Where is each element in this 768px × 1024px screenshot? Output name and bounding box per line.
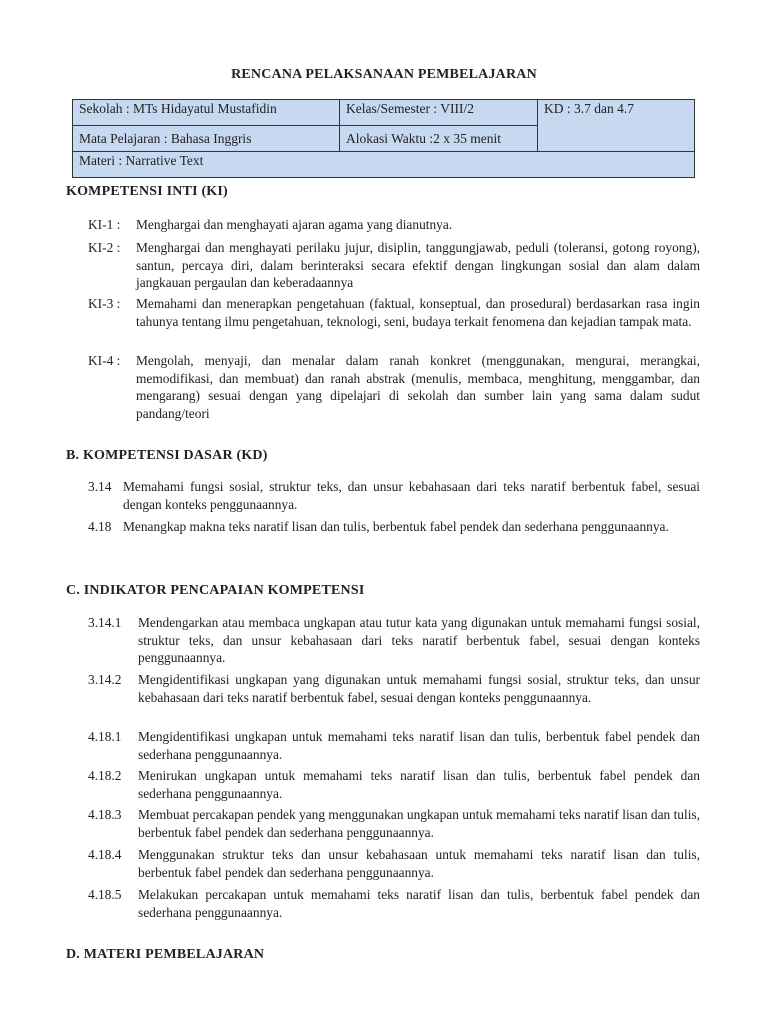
kd-text: Memahami fungsi sosial, struktur teks, dan unsur kebahasaan dari teks naratif berbentuk fabel, sesuai dengan konteks penggunaannya.	[123, 479, 700, 512]
indikator-text: Membuat percakapan pendek yang menggunakan ungkapan untuk memahami teks naratif lisan dan tulis, berbentuk fabel pendek dan sederhana penggunaannya.	[138, 807, 700, 840]
ki-heading: KOMPETENSI INTI (KI)	[66, 184, 228, 199]
indikator-text: Mendengarkan atau membaca ungkapan atau tutur kata yang digunakan untuk memahami fungsi sosial, struktur teks, dan unsur kebahasaan dari teks naratif berbentuk fabel, sesuai dengan konteks penggunaannya.	[138, 615, 700, 665]
ki-label: KI-2 :	[88, 240, 121, 255]
info-table	[72, 99, 695, 178]
ki-label: KI-1 :	[88, 217, 121, 232]
indikator-text: Menggunakan struktur teks dan unsur kebahasaan untuk memahami teks naratif lisan dan tulis, berbentuk fabel pendek dan sederhana penggunaannya.	[138, 847, 700, 880]
indikator-item	[88, 806, 700, 842]
materi-heading: D. MATERI PEMBELAJARAN	[66, 947, 265, 962]
indikator-label: 3.14.1	[88, 615, 122, 630]
ki-label: KI-4 :	[88, 353, 121, 368]
kd-label: 3.14	[88, 479, 112, 494]
indikator-text: Menirukan ungkapan untuk memahami teks naratif lisan dan tulis, berbentuk fabel pendek dan sederhana penggunaannya.	[138, 768, 700, 801]
indikator-label: 4.18.1	[88, 729, 122, 744]
indikator-label: 4.18.4	[88, 847, 122, 862]
kd-item	[88, 518, 700, 554]
ki-text: Menghargai dan menghayati ajaran agama yang dianutnya.	[136, 217, 453, 232]
kelas-text: Kelas/Semester : VIII/2	[346, 101, 474, 116]
indikator-heading: C. INDIKATOR PENCAPAIAN KOMPETENSI	[66, 583, 365, 598]
indikator-text: Mengidentifikasi ungkapan untuk memahami teks naratif lisan dan tulis, berbentuk fabel pendek dan sederhana penggunaannya.	[138, 729, 700, 762]
indikator-label: 4.18.5	[88, 887, 122, 902]
ki-text: Menghargai dan menghayati perilaku jujur, disiplin, tanggungjawab, peduli (toleransi, gotong royong), santun, percaya diri, dalam berinteraksi secara efektif dengan lingkungan sosial dan alam dalam jangkauan pergaulan dan keberadaannya	[136, 240, 700, 290]
ki-item	[88, 216, 700, 234]
indikator-item	[88, 728, 700, 764]
indikator-text: Melakukan percakapan untuk memahami teks naratif lisan dan tulis, berbentuk fabel pendek dan sederhana penggunaannya.	[138, 887, 700, 920]
ki-item	[88, 239, 700, 293]
indikator-text: Mengidentifikasi ungkapan yang digunakan untuk memahami fungsi sosial, struktur teks, dan unsur kebahasaan dari teks naratif berbentuk fabel, sesuai dengan konteks penggunaannya.	[138, 672, 700, 705]
indikator-label: 4.18.2	[88, 768, 122, 783]
ki-item	[88, 352, 700, 424]
ki-label: KI-3 :	[88, 296, 121, 311]
info-cell-sekolah	[73, 100, 340, 126]
info-cell-kelas	[340, 100, 538, 126]
info-cell-materi	[73, 152, 695, 178]
indikator-item	[88, 886, 700, 922]
indikator-item	[88, 846, 700, 882]
kd-label: 4.18	[88, 519, 112, 534]
mapel-text: Mata Pelajaran : Bahasa Inggris	[79, 131, 252, 146]
alokasi-text: Alokasi Waktu :2 x 35 menit	[346, 131, 502, 146]
ki-item	[88, 295, 700, 349]
kd-heading: B. KOMPETENSI DASAR (KD)	[66, 448, 268, 463]
indikator-label: 4.18.3	[88, 807, 122, 822]
document-title: RENCANA PELAKSANAAN PEMBELAJARAN	[231, 67, 537, 82]
indikator-item	[88, 614, 700, 668]
materi-text: Materi : Narrative Text	[79, 153, 204, 168]
kd-text: Menangkap makna teks naratif lisan dan tulis, berbentuk fabel pendek dan sederhana penggunaannya.	[123, 519, 669, 534]
info-cell-kd	[538, 100, 695, 152]
indikator-label: 3.14.2	[88, 672, 122, 687]
sekolah-text: Sekolah : MTs Hidayatul Mustafidin	[79, 101, 277, 116]
ki-text: Memahami dan menerapkan pengetahuan (faktual, konseptual, dan prosedural) berdasarkan rasa ingin tahunya tentang ilmu pengetahuan, teknologi, seni, budaya terkait fenomena dan kejadian tampak mata.	[136, 296, 700, 329]
info-cell-alokasi	[340, 126, 538, 152]
indikator-item	[88, 767, 700, 803]
indikator-item	[88, 671, 700, 725]
kd-item	[88, 478, 700, 514]
info-cell-mapel	[73, 126, 340, 152]
ki-text: Mengolah, menyaji, dan menalar dalam ranah konkret (menggunakan, mengurai, merangkai, memodifikasi, dan membuat) dan ranah abstrak (menulis, membaca, menghitung, menggambar, dan mengarang) sesuai dengan yang dipelajari di sekolah dan sumber lain yang sama dalam sudut pandang/teori	[136, 353, 700, 421]
kd-text: KD : 3.7 dan 4.7	[544, 101, 634, 116]
